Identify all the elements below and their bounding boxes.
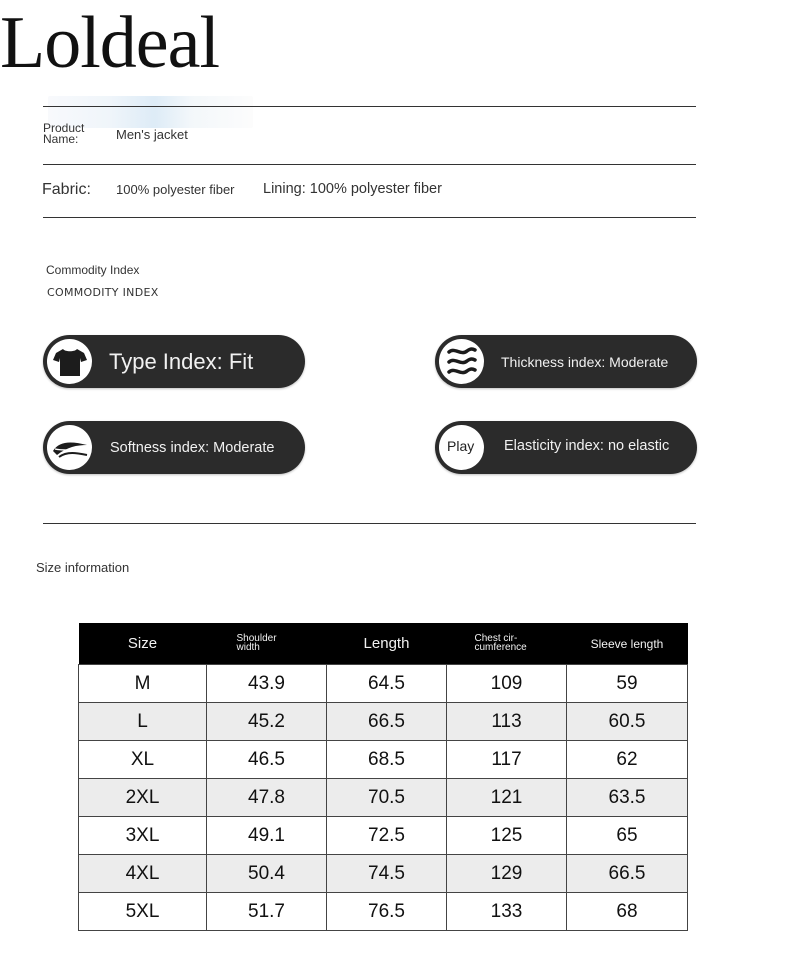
table-row: 4XL 50.4 74.5 129 66.5	[79, 855, 688, 893]
commodity-heading-caps: COMMODITY INDEX	[47, 286, 159, 299]
table-row: 3XL 49.1 72.5 125 65	[79, 817, 688, 855]
play-icon	[439, 425, 484, 470]
elasticity-index-label: Elasticity index: no elastic	[504, 437, 670, 454]
header-sleeve: Sleeve length	[567, 623, 688, 665]
header-size: Size	[79, 623, 207, 665]
header-length: Length	[327, 623, 447, 665]
commodity-heading: Commodity Index	[46, 263, 140, 277]
product-name-value: Men's jacket	[116, 127, 188, 142]
size-table-header	[79, 623, 688, 665]
lining-value: Lining: 100% polyester fiber	[263, 181, 442, 197]
thickness-index-label: Thickness index: Moderate	[501, 353, 669, 370]
fabric-label: Fabric:	[42, 181, 91, 198]
type-index-pill	[43, 335, 305, 388]
softness-index-pill	[43, 421, 305, 474]
divider-top	[43, 106, 696, 107]
feather-icon	[47, 425, 92, 470]
softness-index-label: Softness index: Moderate	[110, 439, 275, 456]
table-row: 2XL 47.8 70.5 121 63.5	[79, 779, 688, 817]
size-info-title: Size information	[36, 560, 130, 575]
table-row: 5XL 51.7 76.5 133 68	[79, 893, 688, 931]
thickness-index-pill	[435, 335, 697, 388]
table-row: XL 46.5 68.5 117 62	[79, 741, 688, 779]
waves-icon	[439, 339, 484, 384]
fabric-value: 100% polyester fiber	[116, 182, 235, 197]
divider-before-size	[43, 523, 696, 524]
product-name-label: Product Name:	[43, 121, 85, 146]
divider-mid	[43, 164, 696, 165]
tshirt-icon	[47, 339, 92, 384]
header-chest: Chest cir-cumference	[447, 623, 567, 665]
divider-after-fabric	[43, 217, 696, 218]
size-table	[78, 623, 688, 931]
table-row: M 43.9 64.5 109 59	[79, 665, 688, 703]
play-icon-text: Play	[447, 438, 475, 454]
brand-logo: Loldeal	[0, 2, 220, 84]
elasticity-index-pill	[435, 421, 697, 474]
type-index-label: Type Index: Fit	[109, 348, 254, 374]
table-row: L 45.2 66.5 113 60.5	[79, 703, 688, 741]
header-shoulder: Shoulder width	[207, 623, 327, 665]
